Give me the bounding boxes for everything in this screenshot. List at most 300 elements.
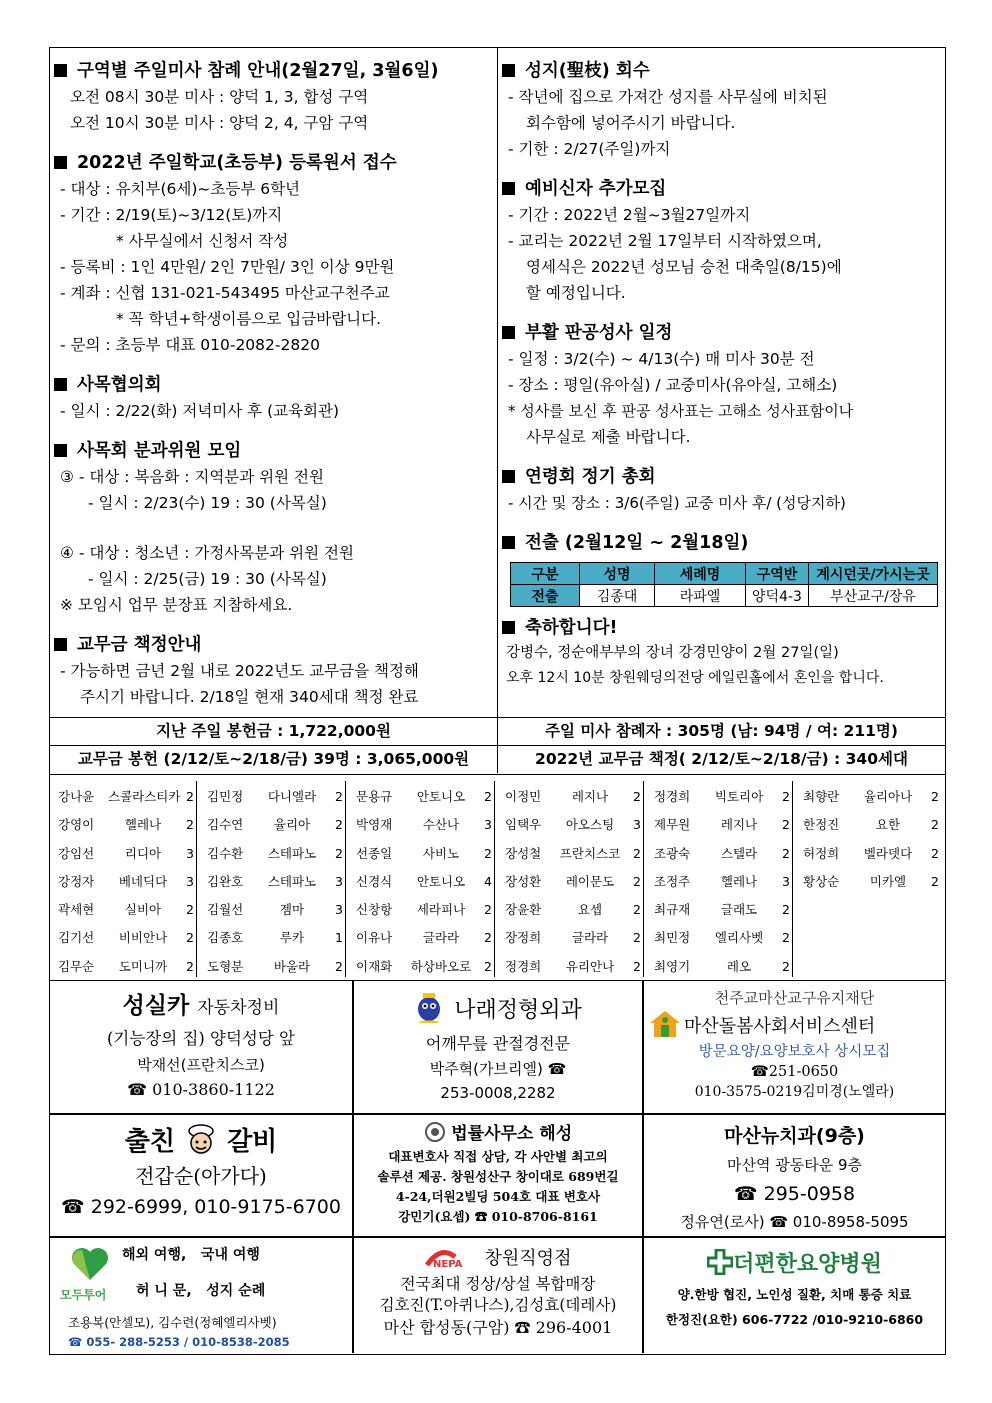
count: 1 xyxy=(335,930,343,946)
text-line: - 기간 : 2/19(토)~3/12(토)까지 xyxy=(60,206,283,224)
text-line: - 등록비 : 1인 4만원/ 2인 7만원/ 3인 이상 9만원 xyxy=(60,258,395,276)
baptismal-name: 유리안나 xyxy=(565,958,615,974)
ad-line: 김호진(T.아퀴나스),김성효(데레사) xyxy=(379,1296,617,1314)
list-item xyxy=(648,811,798,839)
count: 2 xyxy=(186,930,194,946)
column-divider xyxy=(792,781,793,977)
names-column xyxy=(201,783,351,981)
ad-phone: 296-4001 xyxy=(535,1318,613,1337)
list-item xyxy=(648,953,798,981)
section-title-text: 성지(聖枝) 회수 xyxy=(525,61,650,81)
count: 2 xyxy=(484,958,492,974)
text-line: ④ - 대상 : 청소년 : 가정사목분과 위원 전원 xyxy=(60,544,354,562)
phone-icon: ☎ xyxy=(547,1060,567,1078)
text-line: - 일시 : 2/25(금) 19 : 30 (사목실) xyxy=(88,570,327,588)
ad-name: 법률사무소 해성 xyxy=(451,1124,573,1144)
person-name: 제무원 xyxy=(654,817,691,833)
text-line: 회수함에 넣어주시기 바랍니다. xyxy=(526,114,736,132)
list-item xyxy=(499,896,649,924)
ad-name: 창원직영점 xyxy=(484,1248,572,1269)
count: 2 xyxy=(484,902,492,918)
list-item xyxy=(499,811,649,839)
count: 2 xyxy=(782,789,790,804)
baptismal-name: 스텔라 xyxy=(720,845,758,861)
list-item xyxy=(648,896,798,924)
baptismal-name: 레지나 xyxy=(720,817,758,833)
person-name: 박영재 xyxy=(356,817,393,833)
count: 2 xyxy=(186,958,194,974)
ad-narae-orthopedics xyxy=(354,981,642,1113)
ad-phone: 295-0958 xyxy=(763,1183,856,1205)
ad-line: 마산 합성동(구암) xyxy=(383,1318,510,1337)
text-line: * 사무실에서 신청서 작성 xyxy=(116,232,289,250)
count: 2 xyxy=(484,845,492,861)
right-column xyxy=(498,48,949,726)
list-item xyxy=(201,868,351,896)
count: 2 xyxy=(931,845,939,861)
count: 4 xyxy=(484,873,492,889)
person-name: 조광숙 xyxy=(654,845,691,861)
person-name: 정경희 xyxy=(505,958,542,974)
baptismal-name: 바울라 xyxy=(273,958,311,974)
ad-top: 천주교마산교구유지재단 xyxy=(714,989,875,1007)
count: 3 xyxy=(186,845,194,861)
ad-deopyeonhan-hospital xyxy=(644,1238,945,1353)
person-name: 김종호 xyxy=(207,930,244,946)
count: 3 xyxy=(782,873,790,889)
section-title xyxy=(54,58,497,84)
list-item xyxy=(797,840,947,868)
section-title xyxy=(502,176,949,202)
ad-line: (기능장의 집) 양덕성당 앞 xyxy=(107,1029,295,1048)
attendance-total: 주일 미사 참례자 : 305명 (남: 94명 / 여: 211명) xyxy=(545,722,898,740)
ad-modetour xyxy=(50,1238,352,1353)
list-item xyxy=(797,811,947,839)
ad-sub: 자동차정비 xyxy=(197,998,280,1018)
person-name: 강정자 xyxy=(58,873,95,889)
person-name: 곽세현 xyxy=(58,902,95,918)
ad-phone: 292-6999, 010-9175-6700 xyxy=(90,1196,341,1218)
table-cell: 양덕4-3 xyxy=(746,585,809,607)
text-line: - 계좌 : 신협 131-021-543495 마산교구천주교 xyxy=(60,284,390,302)
ad-line: 4-24,더원2빌딩 504호 대표 변호사 xyxy=(395,1189,601,1204)
summary-band-1 xyxy=(50,717,945,745)
section-title-text: 사목협의회 xyxy=(77,375,162,395)
dues-names-grid xyxy=(50,774,945,980)
text-line: - 장소 : 평일(유아실) / 교중미사(유아실, 고해소) xyxy=(508,376,838,394)
ad-line: 어깨무릎 관절경전문 xyxy=(425,1034,571,1053)
person-name: 강영이 xyxy=(58,817,95,833)
section-title-text: 예비신자 추가모집 xyxy=(525,179,667,199)
ad-line: 박재선(프란치스코) xyxy=(137,1056,265,1074)
count: 3 xyxy=(335,873,343,889)
names-column xyxy=(797,783,947,896)
ad-line: 강민기(요셉) xyxy=(398,1209,471,1224)
person-name: 이정민 xyxy=(505,789,542,804)
person-name: 김수환 xyxy=(207,845,244,861)
text-line: 오후 12시 10분 창원웨딩의전당 에일린홀에서 혼인을 합니다. xyxy=(506,670,884,686)
list-item xyxy=(350,783,500,811)
table-header: 구역반 xyxy=(746,563,809,585)
table-cell: 부산교구/장유 xyxy=(809,585,938,607)
list-item xyxy=(52,896,202,924)
phone-icon: ☎ xyxy=(750,1064,769,1080)
ad-name: 성실카 xyxy=(122,992,190,1019)
text-line: - 일정 : 3/2(수) ~ 4/13(수) 매 미사 30분 전 xyxy=(508,350,815,368)
count: 2 xyxy=(633,958,641,974)
ad-line: 전국최대 정상/상설 복합매장 xyxy=(400,1275,596,1293)
list-item xyxy=(648,840,798,868)
text-line: 주시기 바랍니다. 2/18일 현재 340세대 책정 완료 xyxy=(80,688,419,706)
column-divider xyxy=(345,781,346,977)
person-name: 도형분 xyxy=(207,958,244,974)
person-name: 김월선 xyxy=(207,902,244,918)
ad-name: 더편한요양병원 xyxy=(733,1252,882,1277)
baptismal-name: 루카 xyxy=(279,930,305,946)
square-bullet-icon xyxy=(502,621,515,634)
person-name: 이재화 xyxy=(356,958,393,974)
baptismal-name: 율리아나 xyxy=(863,789,913,804)
baptismal-name: 빅토리아 xyxy=(714,789,764,804)
text-line: 강병수, 정순애부부의 장녀 강경민양이 2월 27일(일) xyxy=(506,645,839,661)
ad-masan-new-dental xyxy=(644,1115,945,1236)
section-title-text: 축하합니다! xyxy=(525,618,618,638)
text-line: ③ - 대상 : 복음화 : 지역분과 위원 전원 xyxy=(60,468,324,486)
list-item xyxy=(201,924,351,952)
nepa-logo-text: NEPA xyxy=(432,1259,462,1269)
list-item xyxy=(201,783,351,811)
text-line: 오전 10시 30분 미사 : 양덕 2, 4, 구암 구역 xyxy=(70,114,369,132)
ad-phone: 010-3860-1122 xyxy=(152,1080,275,1099)
list-item xyxy=(201,811,351,839)
care-logo-icon xyxy=(648,1009,682,1039)
list-item xyxy=(52,783,202,811)
person-name: 한정진 xyxy=(803,817,840,833)
ad-line: 정유연(로사) xyxy=(680,1213,765,1231)
count: 2 xyxy=(782,902,790,918)
person-name: 강나윤 xyxy=(58,789,95,804)
phone-icon: ☎ xyxy=(514,1318,531,1337)
person-name: 김수연 xyxy=(207,817,244,833)
baptismal-name: 베네딕다 xyxy=(118,873,168,889)
list-item xyxy=(350,811,500,839)
square-bullet-icon xyxy=(502,182,515,195)
section-title xyxy=(54,150,497,176)
list-item xyxy=(201,896,351,924)
dues-pledge-total: 2022년 교무금 책정( 2/12/토~2/18/금) : 340세대 xyxy=(535,750,908,768)
list-item xyxy=(52,811,202,839)
person-name: 장성철 xyxy=(505,845,542,861)
person-name: 장성환 xyxy=(505,873,542,889)
ad-brand: 모두투어 xyxy=(60,1288,107,1302)
count: 2 xyxy=(335,789,343,804)
baptismal-name: 벨라뎃다 xyxy=(863,845,913,861)
column-divider xyxy=(494,781,495,977)
names-column xyxy=(350,783,500,981)
list-item xyxy=(499,783,649,811)
person-name: 신창항 xyxy=(356,902,393,918)
baptismal-name: 안토니오 xyxy=(416,873,466,889)
count: 2 xyxy=(633,789,641,804)
text-line: - 가능하면 금년 2월 내로 2022년도 교무금을 책정해 xyxy=(60,662,419,680)
count: 3 xyxy=(484,817,492,833)
count: 2 xyxy=(484,930,492,946)
list-item xyxy=(499,840,649,868)
summary-band-2 xyxy=(50,745,945,773)
offering-total: 지난 주일 봉헌금 : 1,722,000원 xyxy=(50,718,498,745)
text-line: - 기간 : 2022년 2월~3월27일까지 xyxy=(508,206,751,224)
ad-line: 솔루션 제공. 창원성산구 창이대로 689번길 xyxy=(377,1169,619,1184)
text-line: - 기한 : 2/27(주일)까지 xyxy=(508,140,671,158)
section-title xyxy=(502,58,949,84)
text-line: - 대상 : 유치부(6세)~초등부 6학년 xyxy=(60,180,301,198)
person-name: 김민정 xyxy=(207,789,244,804)
list-item xyxy=(648,924,798,952)
count: 2 xyxy=(335,958,343,974)
square-bullet-icon xyxy=(54,378,67,391)
list-item xyxy=(648,868,798,896)
count: 2 xyxy=(931,789,939,804)
list-item xyxy=(797,783,947,811)
list-item xyxy=(52,840,202,868)
square-bullet-icon xyxy=(54,638,67,651)
ad-line: 전갑순(아가다) xyxy=(135,1164,267,1188)
person-name: 최영기 xyxy=(654,958,691,974)
section-title-text: 부활 판공성사 일정 xyxy=(525,323,673,343)
baptismal-name: 레이문도 xyxy=(565,873,615,889)
baptismal-name: 하상바오로 xyxy=(410,958,472,974)
text-line: - 문의 : 초등부 대표 010-2082-2820 xyxy=(60,336,320,354)
count: 2 xyxy=(931,817,939,833)
person-name: 장윤환 xyxy=(505,902,542,918)
section-title xyxy=(502,320,949,346)
section-title xyxy=(502,530,949,556)
square-bullet-icon xyxy=(502,326,515,339)
count: 3 xyxy=(633,817,641,833)
baptismal-name: 율리아 xyxy=(273,817,311,833)
person-name: 김기선 xyxy=(58,930,95,946)
nepa-logo-icon xyxy=(425,1245,481,1269)
list-item xyxy=(201,953,351,981)
table-cell: 라파엘 xyxy=(655,585,746,607)
ad-masan-care-center xyxy=(644,981,945,1113)
list-item xyxy=(350,868,500,896)
text-line: 할 예정입니다. xyxy=(526,284,626,302)
list-item xyxy=(499,868,649,896)
square-bullet-icon xyxy=(54,156,67,169)
count: 2 xyxy=(633,930,641,946)
square-bullet-icon xyxy=(54,64,67,77)
text-line: 사무실로 제출 바랍니다. xyxy=(526,428,691,446)
list-item xyxy=(499,924,649,952)
list-item xyxy=(350,840,500,868)
section-title-text: 사목회 분과위원 모임 xyxy=(77,441,242,461)
ad-line: 박주혁(가브리엘) xyxy=(429,1060,543,1078)
section-title-text: 교무금 책정안내 xyxy=(77,635,202,655)
count: 2 xyxy=(782,958,790,974)
text-line: - 작년에 집으로 가져간 성지를 사무실에 비치된 xyxy=(508,88,828,106)
section-title xyxy=(54,372,497,398)
text-line: ※ 모임시 업무 분장표 지참하세요. xyxy=(60,596,293,614)
ad-phone-2: 010-8958-5095 xyxy=(792,1213,909,1231)
left-column xyxy=(50,48,498,718)
count: 2 xyxy=(335,845,343,861)
section-title xyxy=(502,615,949,641)
count: 2 xyxy=(633,873,641,889)
baptismal-name: 스콜라스티카 xyxy=(108,789,181,804)
baptismal-name: 세라피나 xyxy=(416,902,466,918)
person-name: 조정주 xyxy=(654,873,691,889)
count: 2 xyxy=(186,817,194,833)
text-line: * 꼭 학년+학생이름으로 입금바랍니다. xyxy=(116,310,382,328)
baptismal-name: 다니엘라 xyxy=(267,789,317,804)
baptismal-name: 도미니까 xyxy=(118,958,168,974)
person-name: 황상순 xyxy=(803,873,840,889)
ad-phone: 010-8706-8161 xyxy=(491,1209,598,1224)
count: 2 xyxy=(782,817,790,833)
phone-icon: ☎ xyxy=(769,1213,789,1231)
table-header: 성명 xyxy=(580,563,655,585)
phone-icon: ☎ xyxy=(68,1335,83,1349)
table-header: 계시던곳/가시는곳 xyxy=(809,563,938,585)
section-title-text: 구역별 주일미사 참례 안내(2월27일, 3월6일) xyxy=(77,61,439,81)
person-name: 신경식 xyxy=(356,873,393,889)
chef-mascot-icon xyxy=(184,1123,218,1155)
ad-line: 대표변호사 직접 상담, 각 사안별 최고의 xyxy=(388,1149,608,1164)
table-cell: 전출 xyxy=(511,585,580,607)
count: 2 xyxy=(484,789,492,804)
section-title xyxy=(54,632,497,658)
person-name: 임택우 xyxy=(505,817,542,833)
section-title-text: 2022년 주일학교(초등부) 등록원서 접수 xyxy=(77,153,397,173)
count: 2 xyxy=(335,817,343,833)
ad-phone: 055- 288-5253 / 010-8538-2085 xyxy=(86,1335,290,1349)
count: 2 xyxy=(931,873,939,889)
baptismal-name: 프란치스코 xyxy=(559,845,621,861)
baptismal-name: 수산나 xyxy=(422,817,460,833)
section-title xyxy=(54,438,497,464)
ad-phone: 251-0650 xyxy=(768,1064,839,1080)
ad-name-2: 갈비 xyxy=(227,1127,278,1157)
ad-line: 방문요양/요양보호사 상시모집 xyxy=(698,1044,891,1060)
baptismal-name: 레오 xyxy=(726,958,752,974)
names-column xyxy=(648,783,798,981)
ad-line: 국내 여행 xyxy=(200,1247,260,1263)
person-name: 장정희 xyxy=(505,930,542,946)
ad-seongsilka xyxy=(50,981,352,1113)
baptismal-name: 엘리사벳 xyxy=(714,930,764,946)
list-item xyxy=(52,953,202,981)
text-line: - 일시 : 2/23(수) 19 : 30 (사목실) xyxy=(88,494,327,512)
person-name: 김무순 xyxy=(58,958,95,974)
baptismal-name: 요셉 xyxy=(577,902,603,918)
baptismal-name: 리디아 xyxy=(124,845,162,861)
text-line: * 성사를 보신 후 판공 성사표는 고해소 성사표함이나 xyxy=(508,402,854,420)
baptismal-name: 요한 xyxy=(875,817,901,833)
dues-total: 교무금 봉헌 (2/12/토~2/18/금) 39명 : 3,065,000원 xyxy=(50,746,498,773)
ad-name: 출친 xyxy=(124,1127,175,1157)
column-divider xyxy=(196,781,197,977)
table-cell: 김종대 xyxy=(580,585,655,607)
baptismal-name: 레지나 xyxy=(571,789,609,804)
ad-line: 010-3575-0219김미경(노엘라) xyxy=(694,1084,895,1100)
count: 2 xyxy=(633,845,641,861)
person-name: 최민정 xyxy=(654,930,691,946)
bulletin-page xyxy=(49,47,946,1355)
list-item xyxy=(52,868,202,896)
ad-galbi-restaurant xyxy=(50,1115,352,1236)
ad-phone: 253-0008,2282 xyxy=(440,1084,556,1102)
count: 2 xyxy=(782,930,790,946)
list-item xyxy=(648,783,798,811)
ad-line: 양.한방 협진, 노인성 질환, 치매 통증 치료 xyxy=(677,1287,912,1302)
ad-name: 마산돌봄사회서비스센터 xyxy=(684,1016,876,1037)
phone-icon: ☎ xyxy=(61,1196,85,1218)
ad-name: 마산뉴치과(9층) xyxy=(724,1125,865,1147)
ad-line: 한정진(요한) 606-7722 /010-9210-6860 xyxy=(665,1312,924,1327)
count: 2 xyxy=(633,902,641,918)
mascot-logo-icon xyxy=(414,991,444,1023)
ad-line: 조용복(안셀모), 김수련(정혜엘리사벳) xyxy=(68,1315,277,1330)
section-title xyxy=(502,464,949,490)
column-divider xyxy=(643,781,644,977)
list-item xyxy=(52,924,202,952)
person-name: 정경희 xyxy=(654,789,691,804)
phone-icon: ☎ xyxy=(474,1209,488,1224)
person-name: 강임선 xyxy=(58,845,95,861)
ad-name: 나래정형외과 xyxy=(454,998,582,1023)
person-name: 허정희 xyxy=(803,845,840,861)
law-logo-icon xyxy=(424,1121,446,1143)
square-bullet-icon xyxy=(502,64,515,77)
count: 2 xyxy=(186,789,194,804)
person-name: 선종일 xyxy=(356,845,393,861)
baptismal-name: 글라라 xyxy=(422,930,460,946)
list-item xyxy=(499,953,649,981)
baptismal-name: 헬레나 xyxy=(124,817,162,833)
square-bullet-icon xyxy=(502,470,515,483)
baptismal-name: 헬레나 xyxy=(720,873,758,889)
ad-line: 해외 여행, xyxy=(122,1247,187,1263)
cross-logo-icon xyxy=(707,1249,733,1275)
baptismal-name: 젬마 xyxy=(279,902,305,918)
baptismal-name: 아오스팅 xyxy=(565,817,615,833)
person-name: 김완호 xyxy=(207,873,244,889)
table-header: 구분 xyxy=(511,563,580,585)
ads-section xyxy=(50,980,945,1354)
baptismal-name: 미카엘 xyxy=(869,873,907,889)
person-name: 최향란 xyxy=(803,789,840,804)
square-bullet-icon xyxy=(54,444,67,457)
names-column xyxy=(52,783,202,981)
list-item xyxy=(350,896,500,924)
count: 2 xyxy=(782,845,790,861)
list-item xyxy=(201,840,351,868)
table-header: 세례명 xyxy=(655,563,746,585)
count: 3 xyxy=(335,902,343,918)
list-item xyxy=(350,924,500,952)
baptismal-name: 비비안나 xyxy=(118,930,168,946)
baptismal-name: 스테파노 xyxy=(267,845,317,861)
ad-line: 성지 순례 xyxy=(206,1283,266,1299)
count: 2 xyxy=(186,902,194,918)
heart-logo-icon xyxy=(70,1246,110,1282)
ad-nepa-changwon xyxy=(354,1238,642,1353)
baptismal-name: 글라라 xyxy=(571,930,609,946)
text-line: - 일시 : 2/22(화) 저녁미사 후 (교육회관) xyxy=(60,402,340,420)
person-name: 이유나 xyxy=(356,930,393,946)
text-line: - 교리는 2022년 2월 17일부터 시작하였으며, xyxy=(508,232,822,250)
